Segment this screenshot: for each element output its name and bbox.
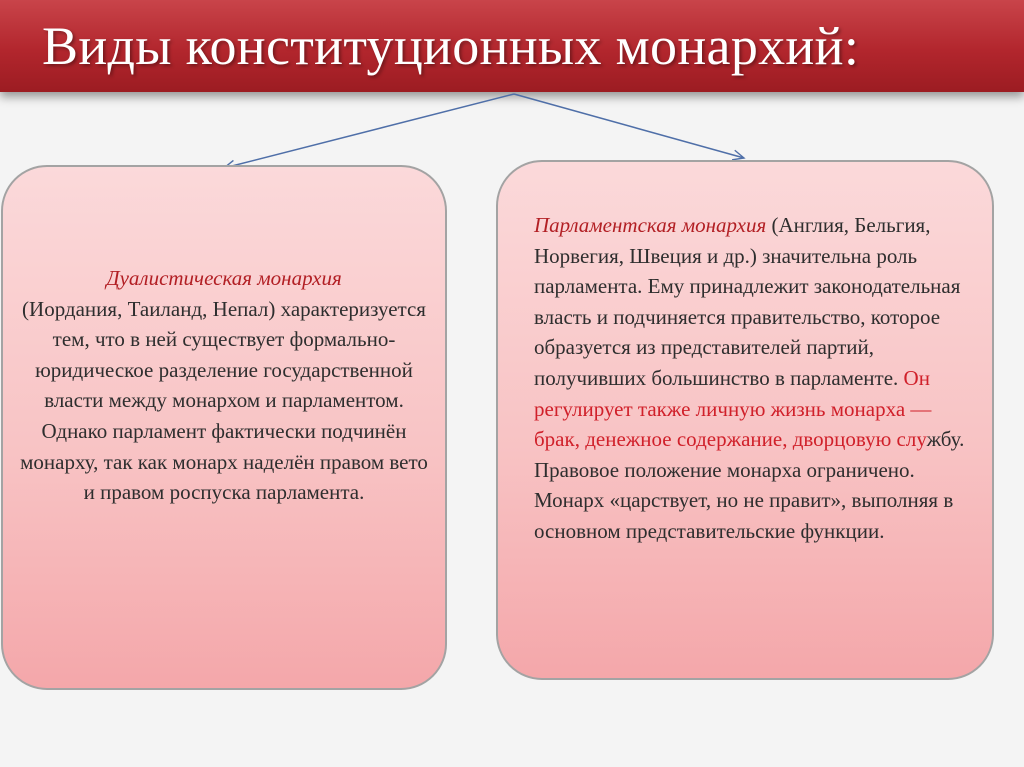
- slide-title: Виды конституционных монархий:: [42, 16, 860, 76]
- dualistic-body: характеризуется тем, что в ней существует формально-юридическое разделение государственной власти между монархом и парламентом. Однако парламент фактически подчинён монарху, так как монарх наделён правом вето и правом роспуска парламента.: [20, 296, 428, 505]
- dualistic-countries: (Иордания, Таиланд, Непал): [22, 296, 276, 321]
- parliamentary-body-start: (Англия, Бельгия, Норвегия, Швеция и др.) значительна роль парламента. Ему принадлежит законодательная власть и подчиняется правительство, которое образуется из представителей партий, получивших большинство в парламенте.: [534, 213, 961, 390]
- parliamentary-body-end: жбу. Правовое положение монарха ограничено. Монарх «царствует, но не правит», выполняя в основном представительские функции.: [534, 427, 965, 543]
- parliamentary-highlight: Он регулирует также личную жизнь монарха — брак, денежное содержание, дворцовую слу: [534, 365, 932, 452]
- dualistic-term: Дуалистическая монархия: [106, 266, 342, 290]
- title-bar: [0, 0, 1024, 92]
- parliamentary-term: Парламентская монархия: [534, 213, 767, 237]
- arrow-to-dualistic: [224, 94, 514, 168]
- card-dualistic-monarchy: [1, 165, 447, 690]
- card-parliamentary-monarchy: [496, 160, 994, 680]
- arrow-to-parliamentary: [514, 94, 744, 158]
